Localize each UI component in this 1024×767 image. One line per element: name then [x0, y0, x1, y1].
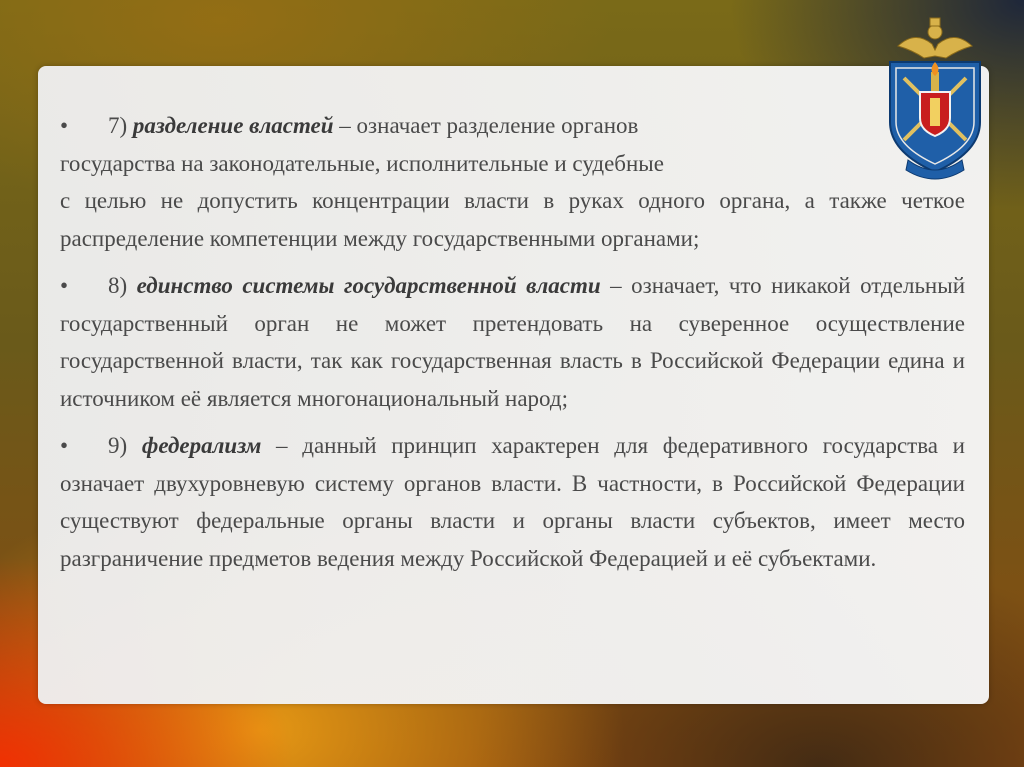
item-number: 9): [108, 433, 128, 458]
paragraph-8-rest: – означает, что никакой отдельный государственный орган не может претендовать на суверенное осуществление государственной власти, так как государственная власть в Российской Федерации едина и источником её является многонациональный народ;: [60, 273, 965, 411]
slide-text: [60, 107, 965, 577]
item-number: 7): [108, 113, 128, 138]
bullet: •: [60, 433, 69, 458]
bullet: •: [60, 113, 69, 138]
paragraph-7-rest: с целью не допустить концентрации власти в руках одного органа, а также четкое распределение компетенции между государственными органами;: [60, 188, 965, 251]
term-separation-of-powers: разделение властей: [132, 113, 334, 138]
paragraph-7: [60, 107, 965, 257]
paragraph-9-rest: – данный принцип характерен для федеративного государства и означает двухуровневую систему органов власти. В частности, в Российской Федерации существуют федеральные органы власти и органы власти субъектов, имеет место разграничение предметов ведения между Российской Федерацией и её субъектами.: [60, 433, 965, 571]
paragraph-7-line2: государства на законодательные, исполнительные и судебные: [60, 150, 664, 176]
paragraph-7-line1-rest: – означает разделение органов: [333, 113, 639, 138]
term-unity-of-state-power: единство системы государственной власти: [136, 273, 601, 298]
bullet: •: [60, 273, 69, 298]
paragraph-8: [60, 267, 965, 417]
item-number: 8): [108, 273, 128, 298]
paragraph-9: [60, 427, 965, 577]
term-federalism: федерализм: [141, 433, 262, 458]
